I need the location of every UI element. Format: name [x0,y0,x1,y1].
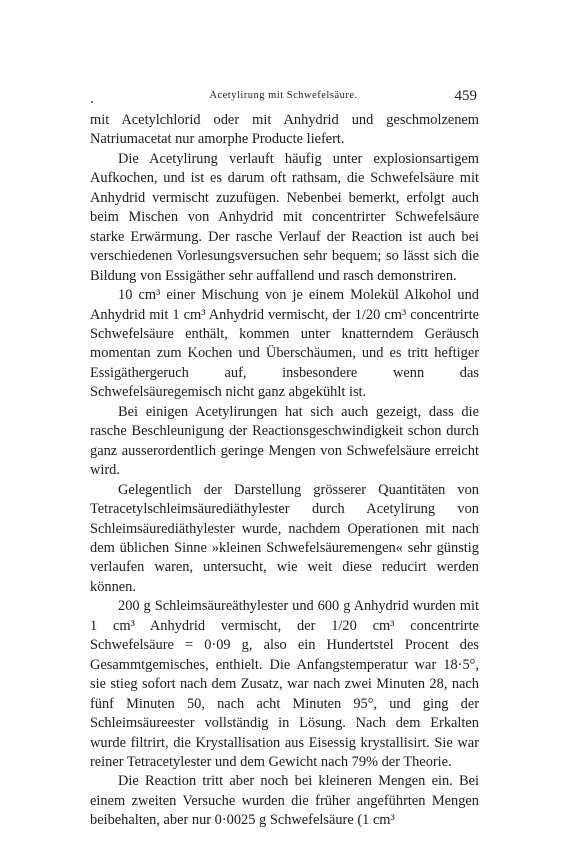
running-title: Acetylirung mit Schwefelsäure. [209,90,358,101]
paragraph-2: Die Acetylirung verlauft häufig unter explosionsartigem Aufkochen, und ist es darum oft rathsam, die Schwefelsäure mit Anhydrid vermischt zuzufügen. Nebenbei bemerkt, erfolgt auch beim Mischen von Anhydrid mit concentrirter Schwefelsäure starke Erwärmung. Der rasche Verlauf der Reaction ist auch bei verschiedenen Vorlesungsversuchen sehr bequem; so lässt sich die Bildung von Essigäther sehr auffallend und rasch demonstriren. [90,150,479,284]
paragraph-3: 10 cm³ einer Mischung von je einem Molekül Alkohol und Anhydrid mit 1 cm³ Anhydrid vermischt, der 1/20 cm³ concentrirte Schwefelsäure enthält, kommen unter knatterndem Geräusch momentan zum Kochen und Überschäumen, und es tritt heftiger Essigäthergeruch auf, insbesondere wenn das Schwefelsäuregemisch nicht ganz abgekühlt ist. [90,287,479,401]
paragraph-5: Gelegentlich der Darstellung grösserer Quantitäten von Tetracetylschleimsäurediäthylester durch Acetylirung von Schleimsäurediäthylester wurde, nachdem Operationen mit nach dem üblichen Sinne »kleinen Schwefelsäuremengen« sehr günstig verlaufen waren, untersucht, wie weit diese reducirt werden können. [90,481,479,595]
paragraph-7: Die Reaction tritt aber noch bei kleineren Mengen ein. Bei einem zweiten Versuche wurden die früher angeführten Mengen beibehalten, aber nur 0·0025 g Schwefelsäure (1 cm³ [90,773,479,829]
paragraph-4: Bei einigen Acetylirungen hat sich auch gezeigt, dass die rasche Beschleunigung der Reactionsgeschwindigkeit schon durch ganz ausserordentlich geringe Mengen von Schwefelsäure erreicht wird. [90,403,479,479]
paragraph-1: mit Acetylchlorid oder mit Anhydrid und geschmolzenem Natriumacetat nur amorphe Producte liefert. [90,112,479,148]
running-head [0,88,567,106]
paragraph-6: 200 g Schleimsäureäthylester und 600 g Anhydrid wurden mit 1 cm³ Anhydrid vermischt, der 1/20 cm³ concentrirte Schwefelsäure = 0·09 g, also ein Hundertstel Procent des Gesammtgemisches, enthielt. Die Anfangstemperatur war 18·5°, sie stieg sofort nach dem Zusatz, war nach zwei Minuten 28, nach fünf Minuten 50, nach acht Minuten 95°, und ging der Schleimsäureester vollständig in Lösung. Nach dem Erkalten wurde filtrirt, die Krystallisation aus Eisessig krystallisirt. Sie war reiner Tetracetylester und dem Gewicht nach 79% der Theorie. [90,598,479,770]
body-text [90,111,479,831]
page-number: 459 [454,88,477,104]
print-speck [91,101,93,103]
